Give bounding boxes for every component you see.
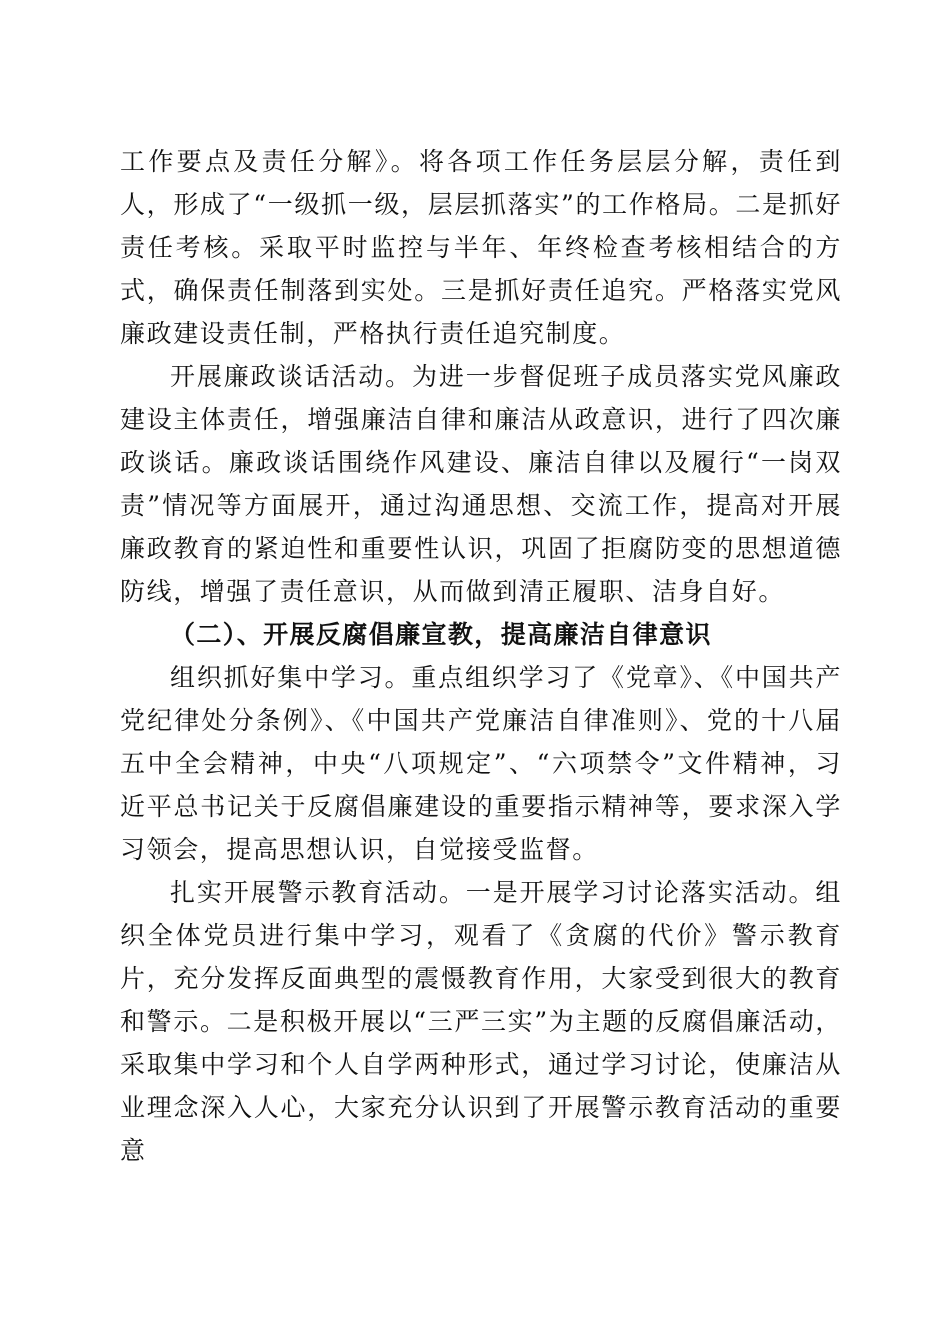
paragraph-concentrated-study: 组织抓好集中学习。重点组织学习了《党章》、《中国共产党纪律处分条例》、《中国共产党廉洁自律准则》、党的十八届五中全会精神，中央“八项规定”、“六项禁令”文件精神，习近平总书记关于反腐倡廉建设的重要指示精神等，要求深入学习领会，提高思想认识，自觉接受监督。 (120, 663, 842, 864)
section-heading: （二）、开展反腐倡廉宣教，提高廉洁自律意识 (170, 620, 712, 649)
paragraph-continuation: 工作要点及责任分解》。将各项工作任务层层分解，责任到人，形成了“一级抓一级，层层抓落实”的工作格局。二是抓好责任考核。采取平时监控与半年、年终检查考核相结合的方式，确保责任制落到实处。三是抓好责任追究。严格落实党风廉政建设责任制，严格执行责任追究制度。 (120, 147, 842, 348)
paragraph-warning-education: 扎实开展警示教育活动。一是开展学习讨论落实活动。组织全体党员进行集中学习，观看了《贪腐的代价》警示教育片，充分发挥反面典型的震慑教育作用，大家受到很大的教育和警示。二是积极开展以“三严三实”为主题的反腐倡廉活动，采取集中学习和个人自学两种形式，通过学习讨论，使廉洁从业理念深入人心，大家充分认识到了开展警示教育活动的重要意 (120, 878, 842, 1165)
document-body (120, 140, 842, 1172)
paragraph-integrity-talks: 开展廉政谈话活动。为进一步督促班子成员落实党风廉政建设主体责任，增强廉洁自律和廉洁从政意识，进行了四次廉政谈话。廉政谈话围绕作风建设、廉洁自律以及履行“一岗双责”情况等方面展开，通过沟通思想、交流工作，提高对开展廉政教育的紧迫性和重要性认识，巩固了拒腐防变的思想道德防线，增强了责任意识，从而做到清正履职、洁身自好。 (120, 362, 842, 606)
